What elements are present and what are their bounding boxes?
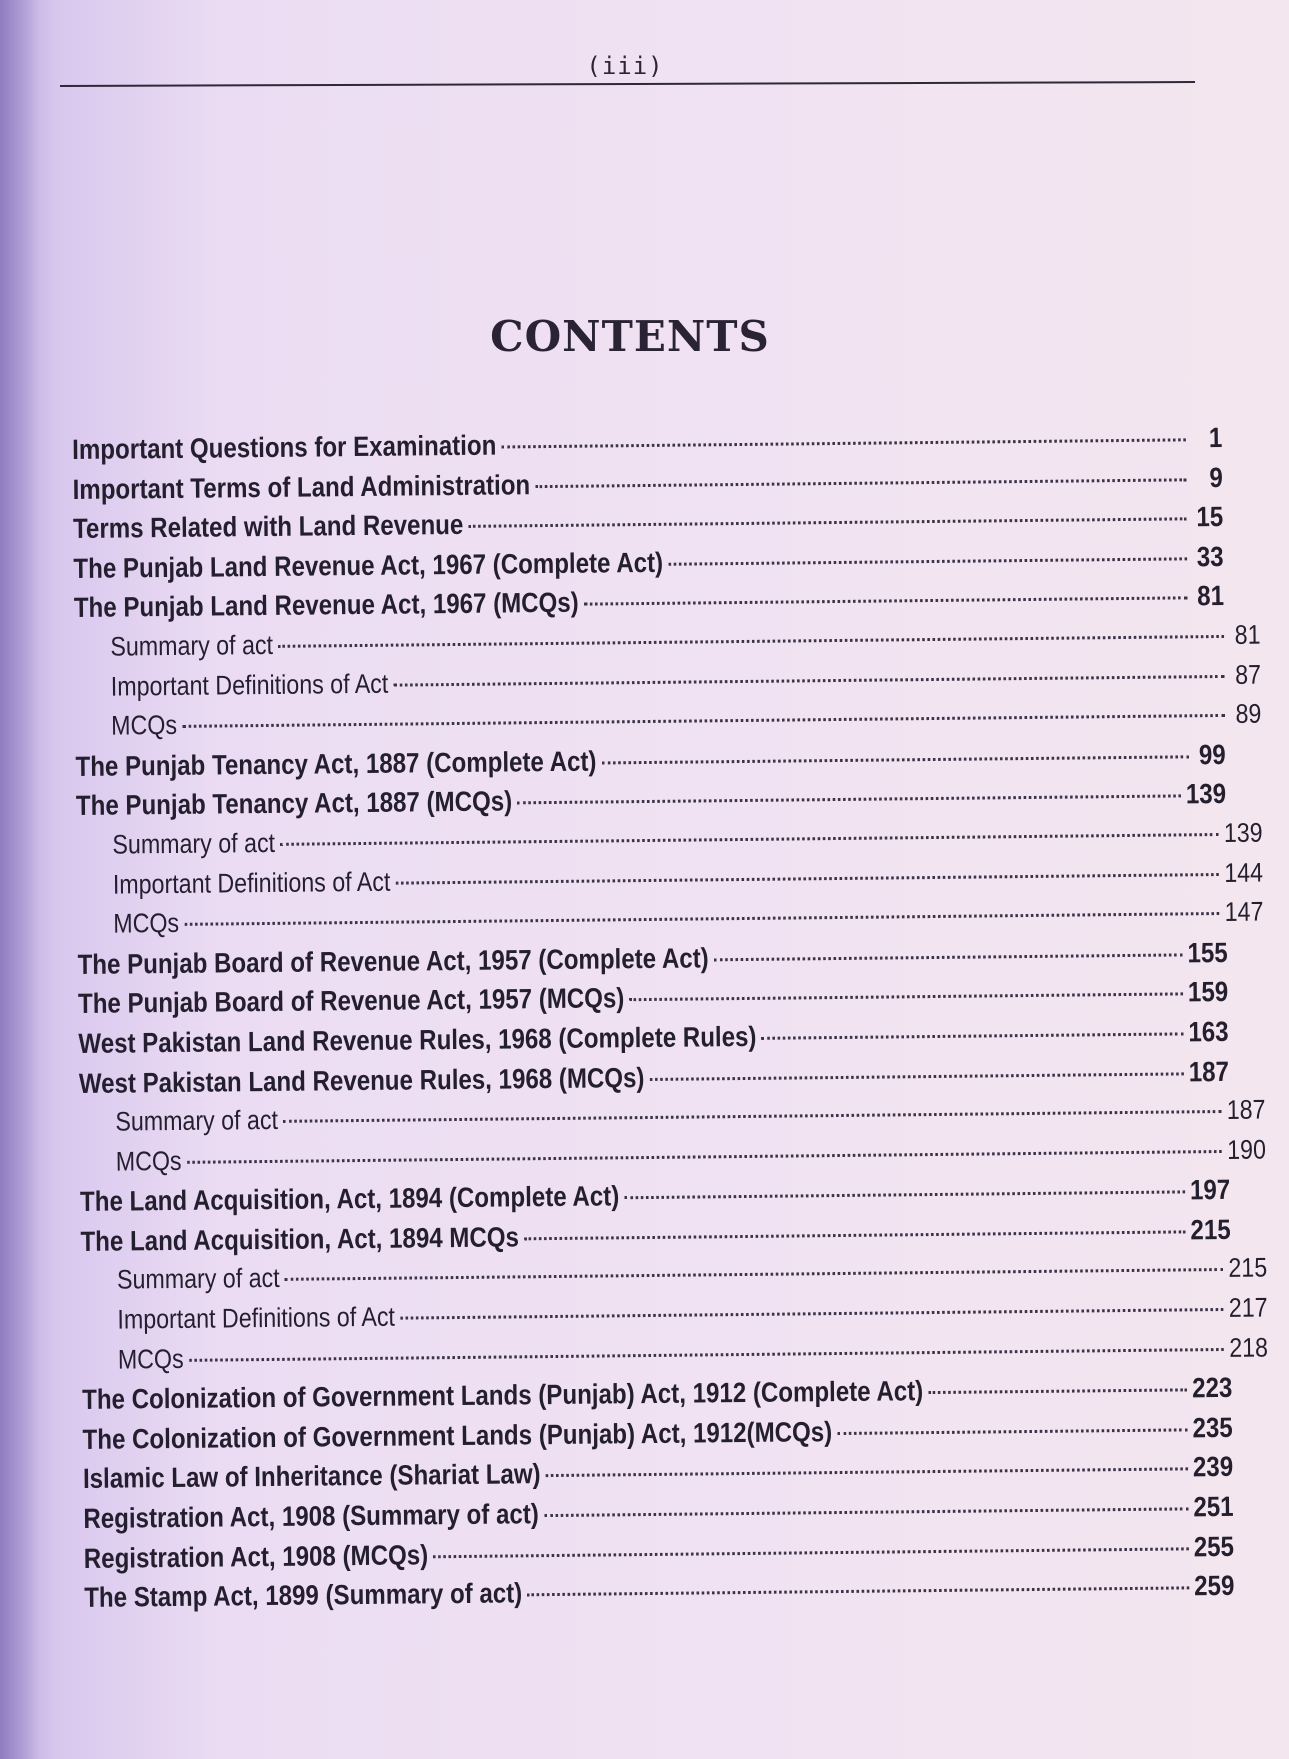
dot-leader	[668, 557, 1187, 565]
toc-entry-page: 1	[1208, 421, 1223, 454]
toc-entry-title: Important Terms of Land Administration	[72, 468, 531, 505]
toc-entry-page: 239	[1192, 1451, 1234, 1483]
dot-leader	[280, 833, 1219, 846]
dot-leader	[544, 1507, 1188, 1517]
toc-entry-page: 217	[1228, 1292, 1268, 1323]
toc-entry-page: 139	[1223, 817, 1263, 848]
dot-leader	[517, 795, 1180, 805]
toc-entry-title: Important Questions for Examination	[72, 429, 497, 465]
toc-entry-title: Summary of act	[110, 629, 274, 662]
toc-entry-page: 223	[1191, 1372, 1233, 1404]
toc-entry-title: Summary of act	[116, 1263, 280, 1296]
toc-entry-page: 197	[1189, 1174, 1231, 1206]
toc-entry-title: Summary of act	[115, 1104, 279, 1137]
toc-entry-title: Summary of act	[112, 827, 276, 860]
dot-leader	[837, 1428, 1187, 1435]
dot-leader	[630, 993, 1183, 1002]
toc-entry-title: The Stamp Act, 1899 (Summary of act)	[84, 1577, 523, 1614]
toc-entry-page: 81	[1197, 580, 1225, 612]
toc-entry-title: MCQs	[115, 1145, 182, 1177]
table-of-contents	[72, 418, 1269, 1618]
dot-leader	[433, 1547, 1188, 1558]
toc-entry-page: 235	[1192, 1411, 1233, 1444]
dot-leader	[546, 1468, 1188, 1478]
toc-entry-title: Important Definitions of Act	[112, 866, 391, 900]
toc-entry-page: 9	[1209, 461, 1223, 493]
dot-leader	[396, 873, 1220, 885]
toc-entry-page: 139	[1185, 778, 1227, 810]
page-title: CONTENTS	[490, 312, 770, 361]
dot-leader	[584, 597, 1188, 606]
toc-entry-page: 259	[1194, 1570, 1235, 1602]
toc-entry-title: Important Definitions of Act	[110, 668, 389, 702]
toc-entry-title: The Punjab Board of Revenue Act, 1957 (Complete Act)	[77, 942, 709, 980]
toc-entry-title: The Punjab Land Revenue Act, 1967 (MCQs)	[73, 587, 579, 624]
dot-leader	[650, 1072, 1184, 1081]
dot-leader	[285, 1268, 1224, 1281]
dot-leader	[283, 1110, 1222, 1123]
toc-entry-title: MCQs	[111, 710, 178, 741]
dot-leader	[468, 518, 1187, 529]
toc-entry-page: 190	[1227, 1134, 1267, 1165]
toc-entry-page: 155	[1187, 936, 1228, 969]
page-number: (iii)	[586, 52, 664, 80]
toc-entry-page: 144	[1224, 857, 1264, 888]
toc-entry-page: 187	[1226, 1094, 1266, 1126]
toc-entry-page: 89	[1235, 698, 1262, 729]
toc-entry-title: The Punjab Land Revenue Act, 1967 (Complete Act)	[73, 546, 664, 584]
toc-entry-title: The Punjab Board of Revenue Act, 1957 (MCQs)	[77, 982, 625, 1020]
toc-entry-page: 163	[1188, 1015, 1229, 1048]
toc-entry-title: Important Definitions of Act	[117, 1301, 396, 1335]
dot-leader	[762, 1032, 1184, 1039]
dot-leader	[928, 1389, 1187, 1395]
dot-leader	[187, 1150, 1222, 1164]
toc-entry-page: 15	[1196, 501, 1224, 533]
toc-entry-page: 251	[1193, 1490, 1234, 1523]
toc-entry-page: 215	[1190, 1213, 1231, 1246]
toc-entry-title: West Pakistan Land Revenue Rules, 1968 (MCQs)	[78, 1061, 645, 1099]
toc-entry-title: The Punjab Tenancy Act, 1887 (MCQs)	[75, 785, 513, 822]
toc-entry-title: The Colonization of Government Lands (Punjab) Act, 1912(MCQs)	[82, 1415, 833, 1455]
toc-entry-title: Registration Act, 1908 (MCQs)	[83, 1538, 429, 1574]
toc-entry-title: Islamic Law of Inheritance (Shariat Law)	[82, 1458, 541, 1495]
toc-entry-page: 147	[1224, 896, 1264, 928]
toc-entry-page: 99	[1198, 738, 1226, 770]
dot-leader	[524, 1230, 1185, 1240]
toc-entry-title: MCQs	[113, 908, 180, 939]
dot-leader	[602, 755, 1190, 764]
dot-leader	[393, 675, 1224, 687]
dot-leader	[714, 953, 1183, 961]
toc-entry-page: 187	[1188, 1055, 1230, 1087]
toc-entry-title: West Pakistan Land Revenue Rules, 1968 (Complete Rules)	[78, 1020, 757, 1059]
toc-entry-title: MCQs	[117, 1343, 184, 1375]
toc-entry-page: 87	[1234, 659, 1262, 690]
toc-entry-page: 215	[1228, 1253, 1268, 1284]
toc-entry-page: 218	[1229, 1332, 1269, 1363]
dot-leader	[184, 912, 1219, 926]
dot-leader	[501, 438, 1186, 448]
toc-entry-title: Terms Related with Land Revenue	[72, 509, 464, 545]
toc-entry-title: The Land Acquisition, Act, 1894 (Complete Act)	[79, 1180, 620, 1218]
toc-entry-title: Registration Act, 1908 (Summary of act)	[83, 1498, 539, 1534]
dot-leader	[527, 1587, 1189, 1597]
toc-entry-title: The Land Acquisition, Act, 1894 MCQs	[80, 1221, 520, 1257]
dot-leader	[278, 635, 1224, 648]
page-spine-shadow	[0, 0, 40, 1759]
toc-entry-title: The Colonization of Government Lands (Punjab) Act, 1912 (Complete Act)	[81, 1375, 924, 1416]
toc-entry-title: The Punjab Tenancy Act, 1887 (Complete Act)	[75, 745, 597, 782]
dot-leader	[624, 1191, 1185, 1200]
dot-leader	[189, 1348, 1224, 1362]
toc-entry-page: 255	[1193, 1530, 1235, 1562]
dot-leader	[535, 478, 1186, 488]
dot-leader	[182, 714, 1225, 728]
toc-entry-page: 33	[1196, 540, 1224, 573]
header-rule	[60, 81, 1195, 87]
toc-entry-page: 81	[1234, 619, 1261, 650]
toc-entry-page: 159	[1187, 976, 1229, 1008]
dot-leader	[400, 1308, 1224, 1320]
